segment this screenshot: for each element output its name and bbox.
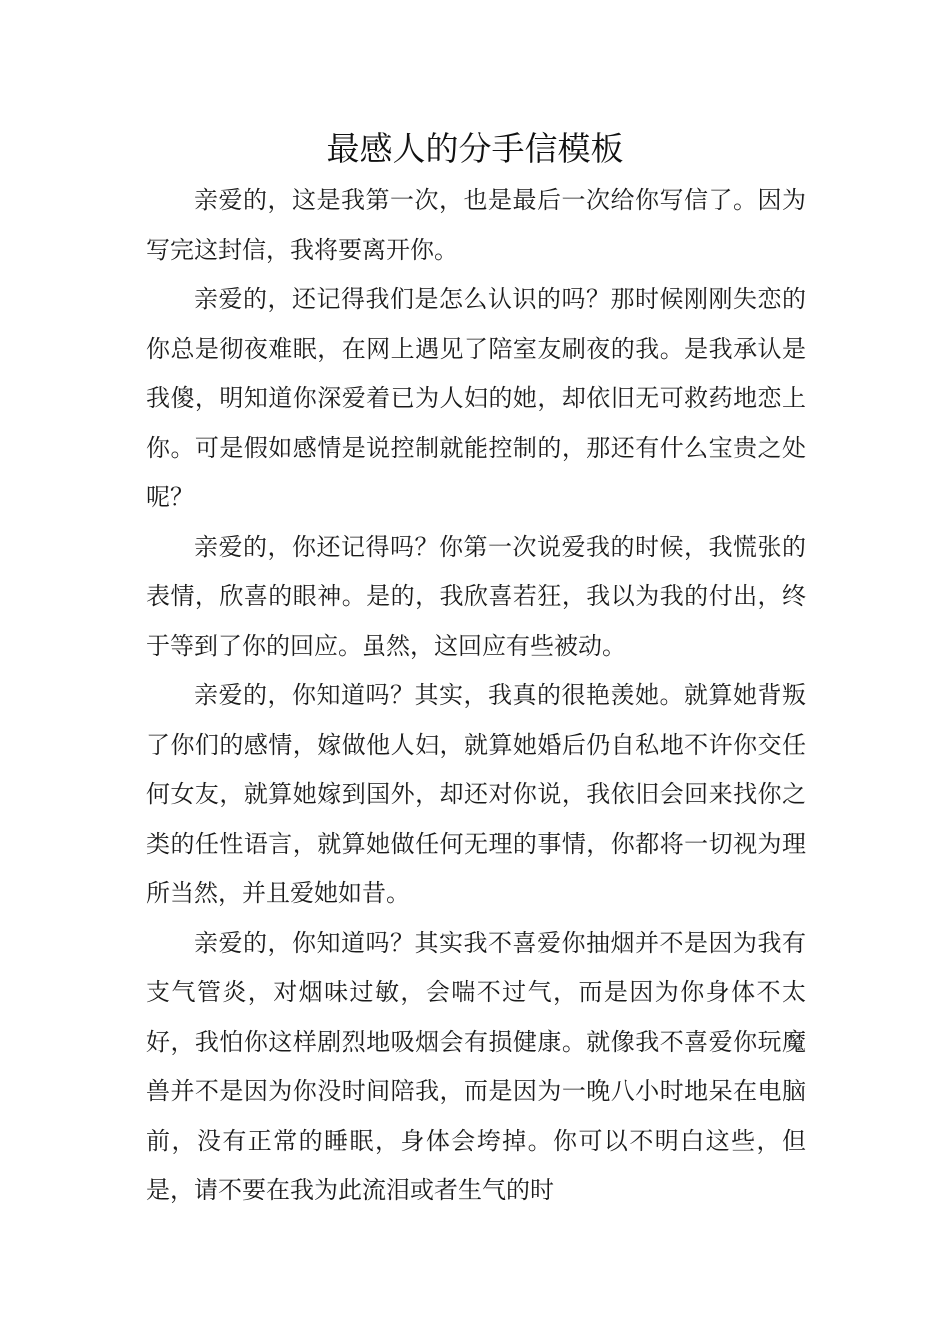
paragraph-5: 亲爱的，你知道吗？其实我不喜爱你抽烟并不是因为我有支气管炎，对烟味过敏，会喘不过气，而是因为你身体不太好，我怕你这样剧烈地吸烟会有损健康。就像我不喜爱你玩魔兽并不是因为你没时间陪我，而是因为一晚八小时地呆在电脑前，没有正常的睡眠，身体会垮掉。你可以不明白这些，但是，请不要在我为此流泪或者生气的时 (146, 928, 806, 1204)
paragraph-1: 亲爱的，这是我第一次，也是最后一次给你写信了。因为写完这封信，我将要离开你。 (146, 186, 806, 264)
letter-body (146, 176, 806, 1216)
paragraph-2: 亲爱的，还记得我们是怎么认识的吗？那时候刚刚失恋的你总是彻夜难眠，在网上遇见了陪室友刷夜的我。是我承认是我傻，明知道你深爱着已为人妇的她，却依旧无可救药地恋上你。可是假如感情是说控制就能控制的，那还有什么宝贵之处呢？ (146, 285, 806, 511)
paragraph-3: 亲爱的，你还记得吗？你第一次说爱我的时候，我慌张的表情，欣喜的眼神。是的，我欣喜若狂，我以为我的付出，终于等到了你的回应。虽然，这回应有些被动。 (146, 532, 806, 660)
paragraph-4: 亲爱的，你知道吗？其实，我真的很艳羡她。就算她背叛了你们的感情，嫁做他人妇，就算她婚后仍自私地不许你交任何女友，就算她嫁到国外，却还对你说，我依旧会回来找你之类的任性语言，就算她做任何无理的事情，你都将一切视为理所当然，并且爱她如昔。 (146, 681, 806, 907)
document-title: 最感人的分手信模板 (326, 129, 624, 168)
